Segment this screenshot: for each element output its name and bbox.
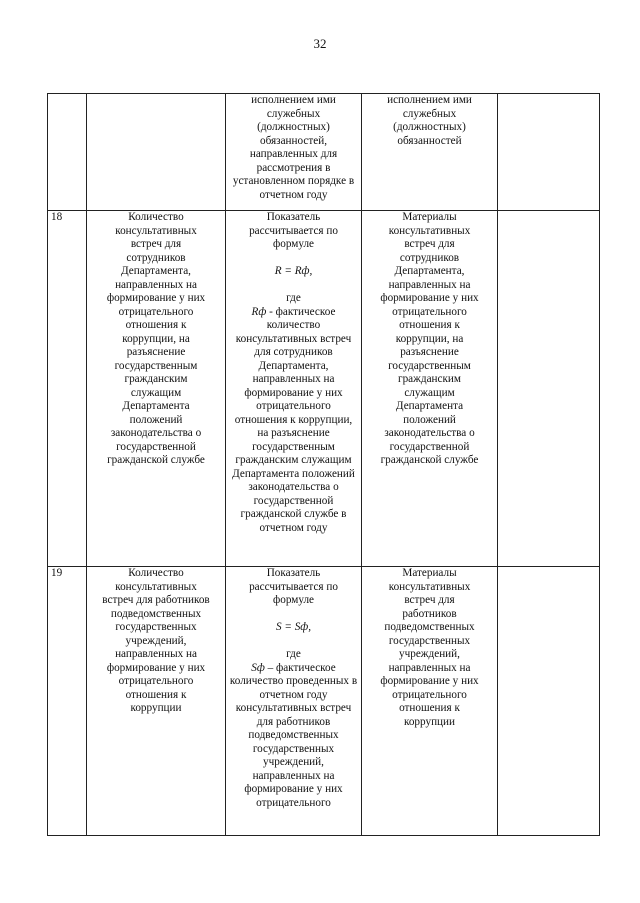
text-line: на разъяснение [257, 427, 330, 439]
text-line: служебных [402, 107, 457, 120]
text-line: разъяснение [126, 346, 186, 358]
notes-cell [498, 567, 600, 836]
text-line: обязанностей [397, 134, 462, 147]
source-cell [362, 94, 498, 211]
variable-symbol: Sф [251, 661, 265, 674]
text-line: формуле [273, 238, 314, 250]
text-line: гражданской службе в [240, 508, 347, 520]
text-line: установленном порядке в [232, 175, 355, 187]
text-line: формирование у них [244, 783, 343, 795]
text-line: Количество [128, 567, 184, 579]
text-line: отношения к [399, 319, 460, 331]
text-line: государственным [252, 440, 335, 453]
text-line: направленных на [388, 661, 471, 674]
text-line: государственных [115, 621, 197, 633]
text-line: отношения к [125, 688, 187, 701]
text-line: законодательства о [384, 427, 475, 439]
text-line: отчетном году [259, 188, 328, 201]
formula: R = Rф, [274, 265, 313, 277]
text-line: учреждений, [399, 648, 460, 660]
text-line: гражданским [124, 373, 188, 385]
text-line: государственных [252, 742, 335, 755]
text-line: коррупции [403, 715, 456, 728]
method-definition [228, 675, 359, 810]
text-line: коррупции [130, 702, 182, 714]
text-line: формирование у них [106, 292, 206, 304]
row-number-cell [48, 94, 87, 211]
text-line: служащим [130, 386, 182, 399]
text-line: Департамента положений [232, 467, 355, 480]
text-line: положений [403, 413, 456, 426]
text-line: обязанностей, [260, 134, 327, 147]
text-line: подведомственных [384, 621, 475, 633]
text-line: отрицательного [118, 675, 194, 687]
row-number-cell: 19 [48, 567, 87, 836]
text-line: разъяснение [400, 346, 459, 358]
text-line: Департамента, [121, 265, 191, 277]
notes-cell [498, 211, 600, 567]
text-line: Показатель [266, 211, 321, 223]
text-line: государственной [253, 494, 334, 507]
text-line: отрицательного [118, 305, 194, 318]
text-line: подведомственных [248, 729, 339, 741]
text-line: отчетном году [259, 521, 328, 534]
text-line: исполнением ими [251, 94, 336, 106]
text-line: направленных на [252, 373, 335, 385]
text-line: формирование у них [106, 661, 206, 674]
text-line: гражданской службе [107, 454, 205, 466]
text-line: направленных на [115, 648, 197, 660]
where-label: где [286, 648, 301, 660]
text-line: формирование у них [244, 386, 343, 399]
text-line: отношения к коррупции, [234, 413, 353, 426]
text-line: Материалы [402, 567, 457, 579]
indicator-table [47, 93, 600, 836]
text-line: Департамента, [394, 265, 465, 277]
source-cell [362, 211, 498, 567]
text-line: Материалы [402, 211, 457, 223]
indicator-name-cell [87, 211, 226, 567]
text-line: коррупции, на [122, 332, 190, 345]
text-line: количество [266, 319, 321, 331]
text-line: консультативных [115, 580, 197, 593]
text-line: государственных [388, 634, 471, 647]
text-line: рассчитывается по [249, 580, 338, 593]
notes-cell [498, 94, 600, 211]
text-line: формуле [273, 594, 314, 606]
text-line: консультативных [388, 580, 471, 593]
text-line: учреждений, [125, 634, 187, 647]
text-line: отрицательного [392, 305, 467, 318]
method-cell [226, 567, 362, 836]
method-cell [226, 94, 362, 211]
text-line: количество проведенных в [229, 675, 358, 687]
text-line: законодательства о [248, 481, 339, 493]
table-row [48, 94, 600, 211]
text-line: служебных [266, 107, 321, 120]
text-line: сотрудников [126, 251, 186, 264]
text-line: (должностных) [393, 121, 466, 133]
text-line: гражданской службе [380, 454, 479, 466]
text-line: государственным [388, 359, 471, 372]
variable-definition-text: – фактическое [264, 661, 336, 674]
text-line: Департамента [395, 400, 464, 412]
text-line: отношения к [125, 319, 187, 331]
text-line: направленных на [388, 278, 471, 291]
method-intro [228, 567, 359, 608]
text-line: направленных на [252, 769, 335, 782]
variable-definition-text: - фактическое [266, 305, 336, 318]
text-line: рассчитывается по [249, 224, 338, 237]
formula: S = Sф, [275, 621, 312, 633]
text-line: для работников [256, 715, 331, 728]
text-line: государственным [114, 359, 198, 372]
table-row [48, 211, 600, 567]
text-line: встреч для [404, 594, 455, 606]
variable-symbol: Rф [251, 305, 267, 318]
text-line: отчетном году [259, 688, 328, 701]
text-line: исполнением ими [387, 94, 472, 106]
variable-definition [228, 306, 359, 320]
text-line: Департамента [122, 400, 190, 412]
text-line: работников [402, 607, 457, 620]
page-number: 32 [313, 36, 327, 51]
where-label: где [286, 292, 301, 304]
text-line: гражданским служащим [235, 454, 352, 466]
text-line: направленных для [249, 148, 338, 160]
row-number-cell: 18 [48, 211, 87, 567]
method-definition [228, 319, 359, 535]
method-cell [226, 211, 362, 567]
text-line: подведомственных [110, 607, 202, 620]
indicator-name-cell [87, 94, 226, 211]
indicator-name-cell [87, 567, 226, 836]
text-line: Показатель [266, 567, 321, 579]
text-line: отношения к [399, 702, 460, 714]
text-line: встреч для работников [102, 594, 210, 606]
text-line: Департамента, [258, 359, 329, 372]
text-line: гражданским [398, 373, 461, 385]
text-line: учреждений, [263, 756, 324, 768]
text-line: консультативных встреч [235, 332, 352, 345]
text-line: формирование у них [380, 292, 479, 304]
text-line: коррупции, на [395, 332, 464, 345]
text-line: государственной [116, 440, 196, 453]
text-line: консультативных встреч [235, 702, 352, 714]
text-line: для сотрудников [254, 346, 333, 358]
method-intro [228, 211, 359, 252]
text-line: встреч для [404, 238, 455, 250]
table-row [48, 567, 600, 836]
text-line: встреч для [130, 238, 182, 250]
text-line: отрицательного [392, 688, 467, 701]
text-line: рассмотрения в [256, 161, 331, 174]
text-line: государственной [389, 440, 470, 453]
text-line: законодательства о [110, 427, 202, 439]
text-line: формирование у них [380, 675, 479, 687]
text-line: консультативных [115, 224, 197, 237]
text-line: отрицательного [256, 796, 331, 809]
text-line: служащим [404, 386, 455, 399]
text-line: консультативных [388, 224, 471, 237]
text-line: сотрудников [399, 251, 460, 264]
text-line: отрицательного [256, 400, 331, 412]
source-cell [362, 567, 498, 836]
text-line: положений [129, 413, 183, 426]
variable-definition [228, 662, 359, 676]
text-line: направленных на [115, 278, 197, 291]
text-line: Количество [128, 211, 184, 223]
text-line: (должностных) [257, 121, 330, 133]
